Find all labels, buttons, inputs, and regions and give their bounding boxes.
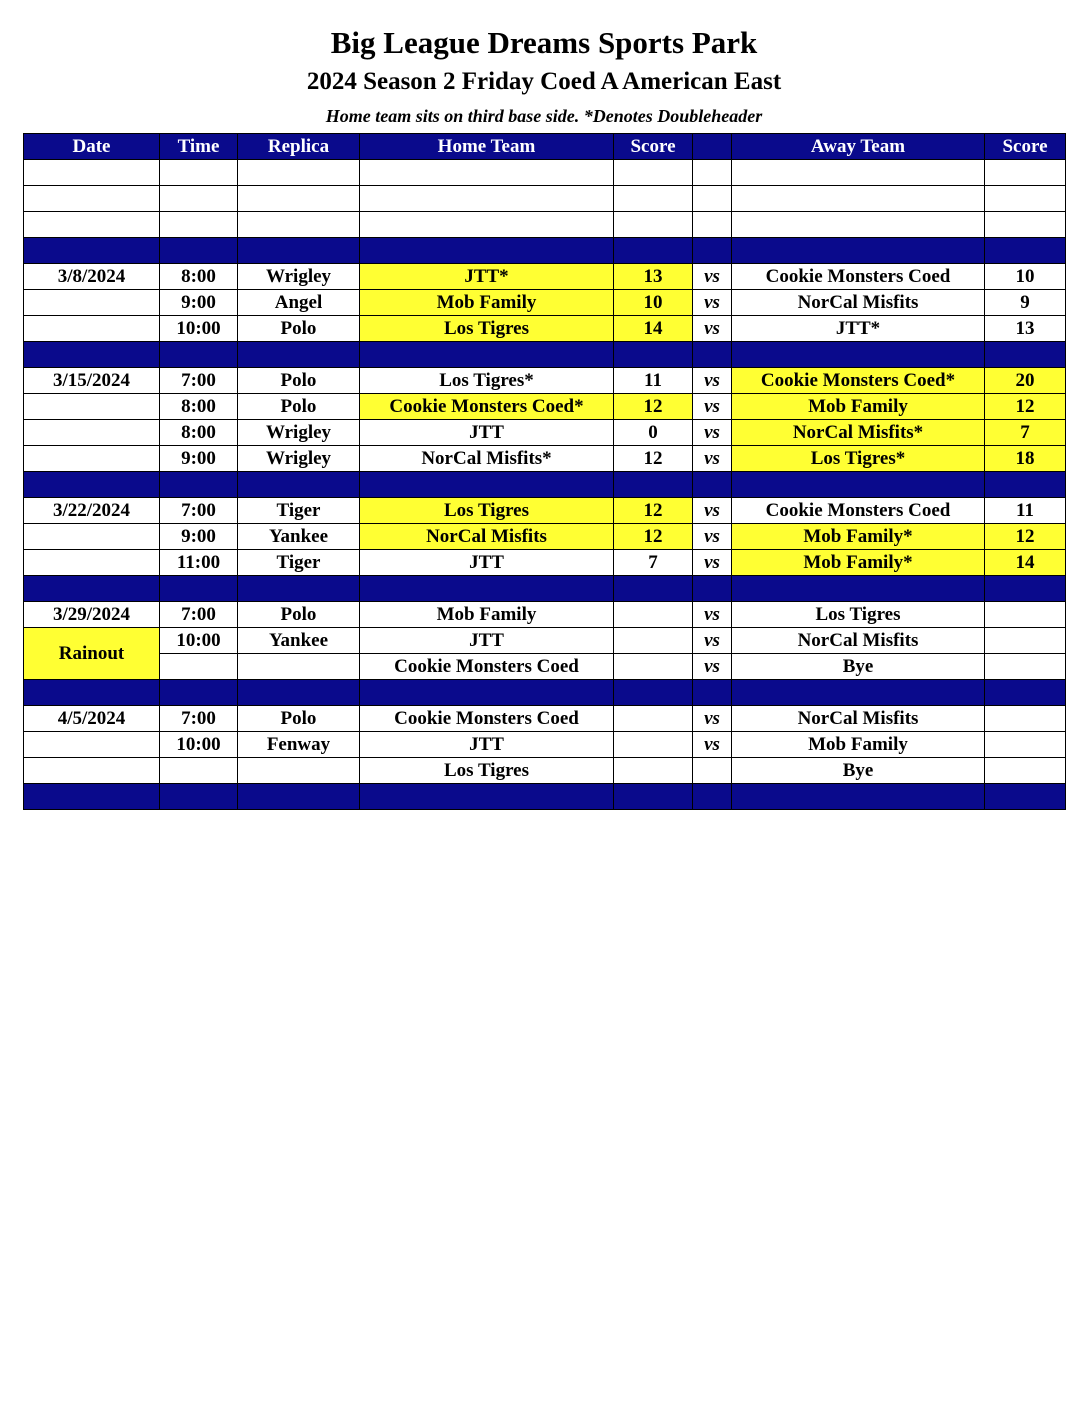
date-cell: 3/22/2024 [24,498,160,524]
home-score-cell: 11 [614,368,693,394]
away-score-cell [985,706,1066,732]
blank-cell [238,186,360,212]
vs-cell: vs [693,264,732,290]
home-score-cell: 12 [614,446,693,472]
col-header-away-score: Score [985,134,1066,160]
date-cell [24,524,160,550]
date-cell [24,394,160,420]
blank-cell [693,212,732,238]
table-row [24,420,1066,446]
vs-cell: vs [693,654,732,680]
blank-cell [238,212,360,238]
blank-cell [985,160,1066,186]
separator-cell [614,784,693,810]
home-score-cell: 13 [614,264,693,290]
date-cell: 3/8/2024 [24,264,160,290]
home-team-cell: Cookie Monsters Coed [360,706,614,732]
table-row [24,316,1066,342]
separator-cell [24,342,160,368]
separator-cell [238,680,360,706]
away-team-cell: Bye [732,758,985,784]
blank-cell [614,160,693,186]
away-team-cell: Bye [732,654,985,680]
replica-cell: Angel [238,290,360,316]
time-cell: 10:00 [160,628,238,654]
time-cell: 9:00 [160,446,238,472]
away-score-cell: 7 [985,420,1066,446]
home-team-cell: JTT [360,732,614,758]
page-title: Big League Dreams Sports Park [330,25,758,60]
separator-cell [985,680,1066,706]
replica-cell: Polo [238,368,360,394]
separator-cell [732,238,985,264]
table-header-row [24,134,1066,160]
blank-cell [24,160,160,186]
away-team-cell: NorCal Misfits [732,706,985,732]
away-team-cell: NorCal Misfits [732,628,985,654]
vs-cell: vs [693,446,732,472]
separator-cell [693,342,732,368]
blank-cell [614,212,693,238]
home-score-cell: 14 [614,316,693,342]
vs-cell [693,758,732,784]
separator-cell [985,472,1066,498]
blank-row [24,212,1066,238]
separator-cell [693,238,732,264]
away-score-cell: 10 [985,264,1066,290]
blank-cell [160,160,238,186]
separator-cell [693,576,732,602]
home-team-cell: Los Tigres* [360,368,614,394]
away-score-cell: 11 [985,498,1066,524]
time-cell: 10:00 [160,316,238,342]
col-header-home-team: Home Team [360,134,614,160]
time-cell: 9:00 [160,524,238,550]
replica-cell [238,758,360,784]
date-cell: 3/15/2024 [24,368,160,394]
separator-cell [238,342,360,368]
blank-cell [238,160,360,186]
home-team-cell: Los Tigres [360,316,614,342]
separator-cell [732,784,985,810]
home-team-cell: JTT* [360,264,614,290]
home-score-cell [614,602,693,628]
vs-cell: vs [693,290,732,316]
vs-cell: vs [693,316,732,342]
time-cell: 7:00 [160,706,238,732]
away-team-cell: JTT* [732,316,985,342]
away-team-cell: Cookie Monsters Coed [732,498,985,524]
table-row [24,498,1066,524]
separator-row [24,342,1066,368]
away-team-cell: Mob Family [732,394,985,420]
home-score-cell [614,706,693,732]
vs-cell: vs [693,368,732,394]
separator-cell [985,238,1066,264]
time-cell: 9:00 [160,290,238,316]
home-team-cell: Los Tigres [360,498,614,524]
home-score-cell: 7 [614,550,693,576]
replica-cell: Yankee [238,524,360,550]
vs-cell: vs [693,628,732,654]
separator-cell [360,342,614,368]
blank-cell [985,212,1066,238]
away-team-cell: Mob Family [732,732,985,758]
away-score-cell [985,732,1066,758]
separator-cell [24,472,160,498]
home-team-cell: Cookie Monsters Coed [360,654,614,680]
table-row [24,732,1066,758]
separator-cell [732,342,985,368]
separator-cell [24,784,160,810]
date-cell [24,290,160,316]
blank-cell [614,186,693,212]
separator-row [24,238,1066,264]
time-cell [160,654,238,680]
vs-cell: vs [693,420,732,446]
vs-cell: vs [693,498,732,524]
separator-cell [238,238,360,264]
table-row [24,524,1066,550]
home-team-cell: Los Tigres [360,758,614,784]
separator-cell [360,576,614,602]
replica-cell: Wrigley [238,420,360,446]
replica-cell: Fenway [238,732,360,758]
away-score-cell [985,758,1066,784]
separator-row [24,576,1066,602]
date-cell [24,550,160,576]
separator-cell [360,472,614,498]
table-row [24,394,1066,420]
separator-cell [614,680,693,706]
separator-cell [24,680,160,706]
separator-cell [985,342,1066,368]
away-team-cell: NorCal Misfits* [732,420,985,446]
col-header-replica: Replica [238,134,360,160]
separator-cell [160,576,238,602]
blank-row [24,160,1066,186]
time-cell: 8:00 [160,394,238,420]
home-team-cell: Mob Family [360,602,614,628]
separator-row [24,680,1066,706]
col-header-time: Time [160,134,238,160]
replica-cell: Tiger [238,550,360,576]
table-row [24,628,1066,654]
separator-cell [614,472,693,498]
time-cell: 7:00 [160,498,238,524]
separator-row [24,784,1066,810]
vs-cell: vs [693,394,732,420]
col-header-date: Date [24,134,160,160]
separator-cell [614,238,693,264]
away-score-cell [985,654,1066,680]
replica-cell: Wrigley [238,446,360,472]
time-cell: 7:00 [160,602,238,628]
col-header-away-team: Away Team [732,134,985,160]
away-team-cell: Cookie Monsters Coed* [732,368,985,394]
away-score-cell [985,628,1066,654]
away-score-cell: 18 [985,446,1066,472]
table-row [24,264,1066,290]
home-team-cell: Cookie Monsters Coed* [360,394,614,420]
home-team-cell: Mob Family [360,290,614,316]
date-cell: Rainout [24,628,160,680]
replica-cell: Polo [238,602,360,628]
separator-cell [160,342,238,368]
away-score-cell: 14 [985,550,1066,576]
separator-cell [732,576,985,602]
blank-cell [360,186,614,212]
page-note: Home team sits on third base side. *Denotes Doubleheader [325,106,763,126]
vs-cell: vs [693,602,732,628]
time-cell [160,758,238,784]
vs-cell: vs [693,732,732,758]
replica-cell: Polo [238,706,360,732]
table-row [24,290,1066,316]
date-cell: 3/29/2024 [24,602,160,628]
separator-cell [360,238,614,264]
time-cell: 7:00 [160,368,238,394]
blank-cell [160,212,238,238]
separator-cell [238,784,360,810]
blank-cell [732,212,985,238]
schedule-table [23,133,1066,810]
separator-cell [238,472,360,498]
separator-cell [732,472,985,498]
replica-cell: Tiger [238,498,360,524]
blank-cell [985,186,1066,212]
away-team-cell: Mob Family* [732,550,985,576]
separator-cell [693,784,732,810]
col-header-vs [693,134,732,160]
separator-cell [24,238,160,264]
table-row [24,654,1066,680]
separator-cell [614,576,693,602]
away-score-cell: 13 [985,316,1066,342]
separator-cell [360,680,614,706]
time-cell: 8:00 [160,420,238,446]
away-team-cell: Los Tigres [732,602,985,628]
date-cell [24,732,160,758]
separator-cell [360,784,614,810]
home-team-cell: JTT [360,550,614,576]
separator-cell [732,680,985,706]
page-subtitle: 2024 Season 2 Friday Coed A American East [306,68,782,95]
away-team-cell: Cookie Monsters Coed [732,264,985,290]
date-cell [24,420,160,446]
separator-cell [238,576,360,602]
home-score-cell [614,628,693,654]
separator-cell [985,576,1066,602]
replica-cell: Polo [238,316,360,342]
table-row [24,706,1066,732]
separator-cell [160,238,238,264]
home-score-cell [614,732,693,758]
away-score-cell [985,602,1066,628]
separator-cell [24,576,160,602]
separator-cell [985,784,1066,810]
blank-cell [360,160,614,186]
blank-cell [732,160,985,186]
table-row [24,602,1066,628]
col-header-home-score: Score [614,134,693,160]
separator-cell [693,472,732,498]
date-cell [24,446,160,472]
blank-cell [693,160,732,186]
home-score-cell: 10 [614,290,693,316]
replica-cell: Polo [238,394,360,420]
away-score-cell: 12 [985,394,1066,420]
home-score-cell: 12 [614,524,693,550]
home-score-cell [614,758,693,784]
date-cell [24,316,160,342]
blank-cell [693,186,732,212]
separator-cell [160,680,238,706]
table-row [24,550,1066,576]
vs-cell: vs [693,706,732,732]
away-team-cell: Los Tigres* [732,446,985,472]
separator-cell [160,472,238,498]
home-score-cell: 12 [614,498,693,524]
home-score-cell [614,654,693,680]
blank-cell [24,186,160,212]
home-team-cell: NorCal Misfits [360,524,614,550]
separator-cell [160,784,238,810]
blank-row [24,186,1066,212]
table-row [24,446,1066,472]
home-score-cell: 12 [614,394,693,420]
table-row [24,368,1066,394]
schedule-body [24,160,1066,810]
blank-cell [732,186,985,212]
date-cell: 4/5/2024 [24,706,160,732]
replica-cell [238,654,360,680]
blank-cell [24,212,160,238]
away-score-cell: 12 [985,524,1066,550]
time-cell: 10:00 [160,732,238,758]
replica-cell: Wrigley [238,264,360,290]
away-score-cell: 20 [985,368,1066,394]
away-team-cell: Mob Family* [732,524,985,550]
time-cell: 8:00 [160,264,238,290]
date-cell [24,758,160,784]
home-team-cell: JTT [360,420,614,446]
blank-cell [160,186,238,212]
separator-cell [693,680,732,706]
away-team-cell: NorCal Misfits [732,290,985,316]
home-score-cell: 0 [614,420,693,446]
blank-cell [360,212,614,238]
replica-cell: Yankee [238,628,360,654]
table-row [24,758,1066,784]
home-team-cell: NorCal Misfits* [360,446,614,472]
home-team-cell: JTT [360,628,614,654]
vs-cell: vs [693,550,732,576]
away-score-cell: 9 [985,290,1066,316]
vs-cell: vs [693,524,732,550]
time-cell: 11:00 [160,550,238,576]
separator-row [24,472,1066,498]
separator-cell [614,342,693,368]
